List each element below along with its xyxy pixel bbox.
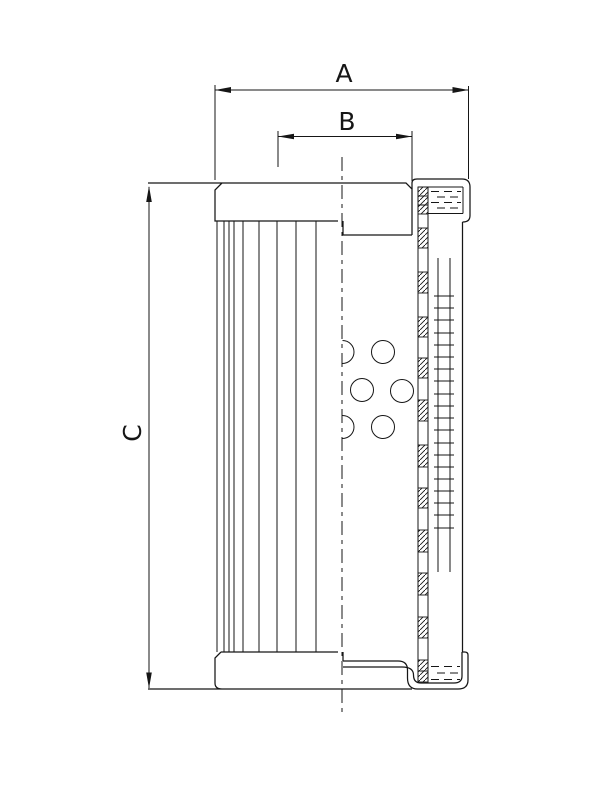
top-seal xyxy=(418,187,461,214)
dimension-a-arrow-right xyxy=(453,87,469,93)
flow-hole xyxy=(351,379,374,402)
dimension-b-arrow-left xyxy=(278,134,294,140)
flow-hole xyxy=(372,341,395,364)
dimension-c xyxy=(118,186,152,689)
bottom-end-cap-outline xyxy=(148,652,412,689)
mesh-verticals xyxy=(438,258,450,572)
dimension-a-arrow-left xyxy=(215,87,231,93)
dimension-c-arrow-top xyxy=(146,186,152,202)
mesh-rungs xyxy=(434,296,454,528)
flow-holes xyxy=(343,341,414,439)
top-seal-elastomer-fill xyxy=(431,192,461,209)
center-tube xyxy=(418,187,428,683)
pleated-media xyxy=(217,221,316,652)
pleat-lines xyxy=(217,221,316,652)
center-tube-hatch-segment xyxy=(418,445,428,467)
center-tube-hatch-segment xyxy=(418,573,428,595)
dimension-b-extension-lines xyxy=(278,131,412,181)
center-tube-hatch-segment xyxy=(418,400,428,421)
bottom-seal xyxy=(431,667,460,680)
center-tube-hatch-segment xyxy=(418,530,428,552)
center-tube-hatch-segment xyxy=(418,228,428,248)
center-tube-hatch-segment xyxy=(418,617,428,638)
flow-hole xyxy=(391,380,414,403)
dimension-b-label: B xyxy=(338,107,356,136)
dimension-c-label: C xyxy=(118,424,147,442)
flow-hole xyxy=(372,416,395,439)
dimension-c-arrow-bottom xyxy=(146,673,152,689)
flow-hole-half xyxy=(343,416,355,439)
center-tube-hatch-segment xyxy=(418,272,428,293)
dimension-b xyxy=(278,107,412,181)
top-seal-hatch-strip xyxy=(418,187,428,214)
center-tube-walls xyxy=(418,187,428,683)
support-mesh xyxy=(434,258,454,572)
bottom-end-cap-cup-inner xyxy=(343,652,462,683)
center-tube-hatch-segment xyxy=(418,317,428,337)
top-end-cap-outline xyxy=(148,183,412,235)
flow-hole-half xyxy=(343,341,355,364)
center-tube-hatch-segment xyxy=(418,358,428,378)
dimension-b-arrow-right xyxy=(396,134,412,140)
center-tube-hatch-segment xyxy=(418,488,428,508)
dimension-a-label: A xyxy=(335,59,353,88)
